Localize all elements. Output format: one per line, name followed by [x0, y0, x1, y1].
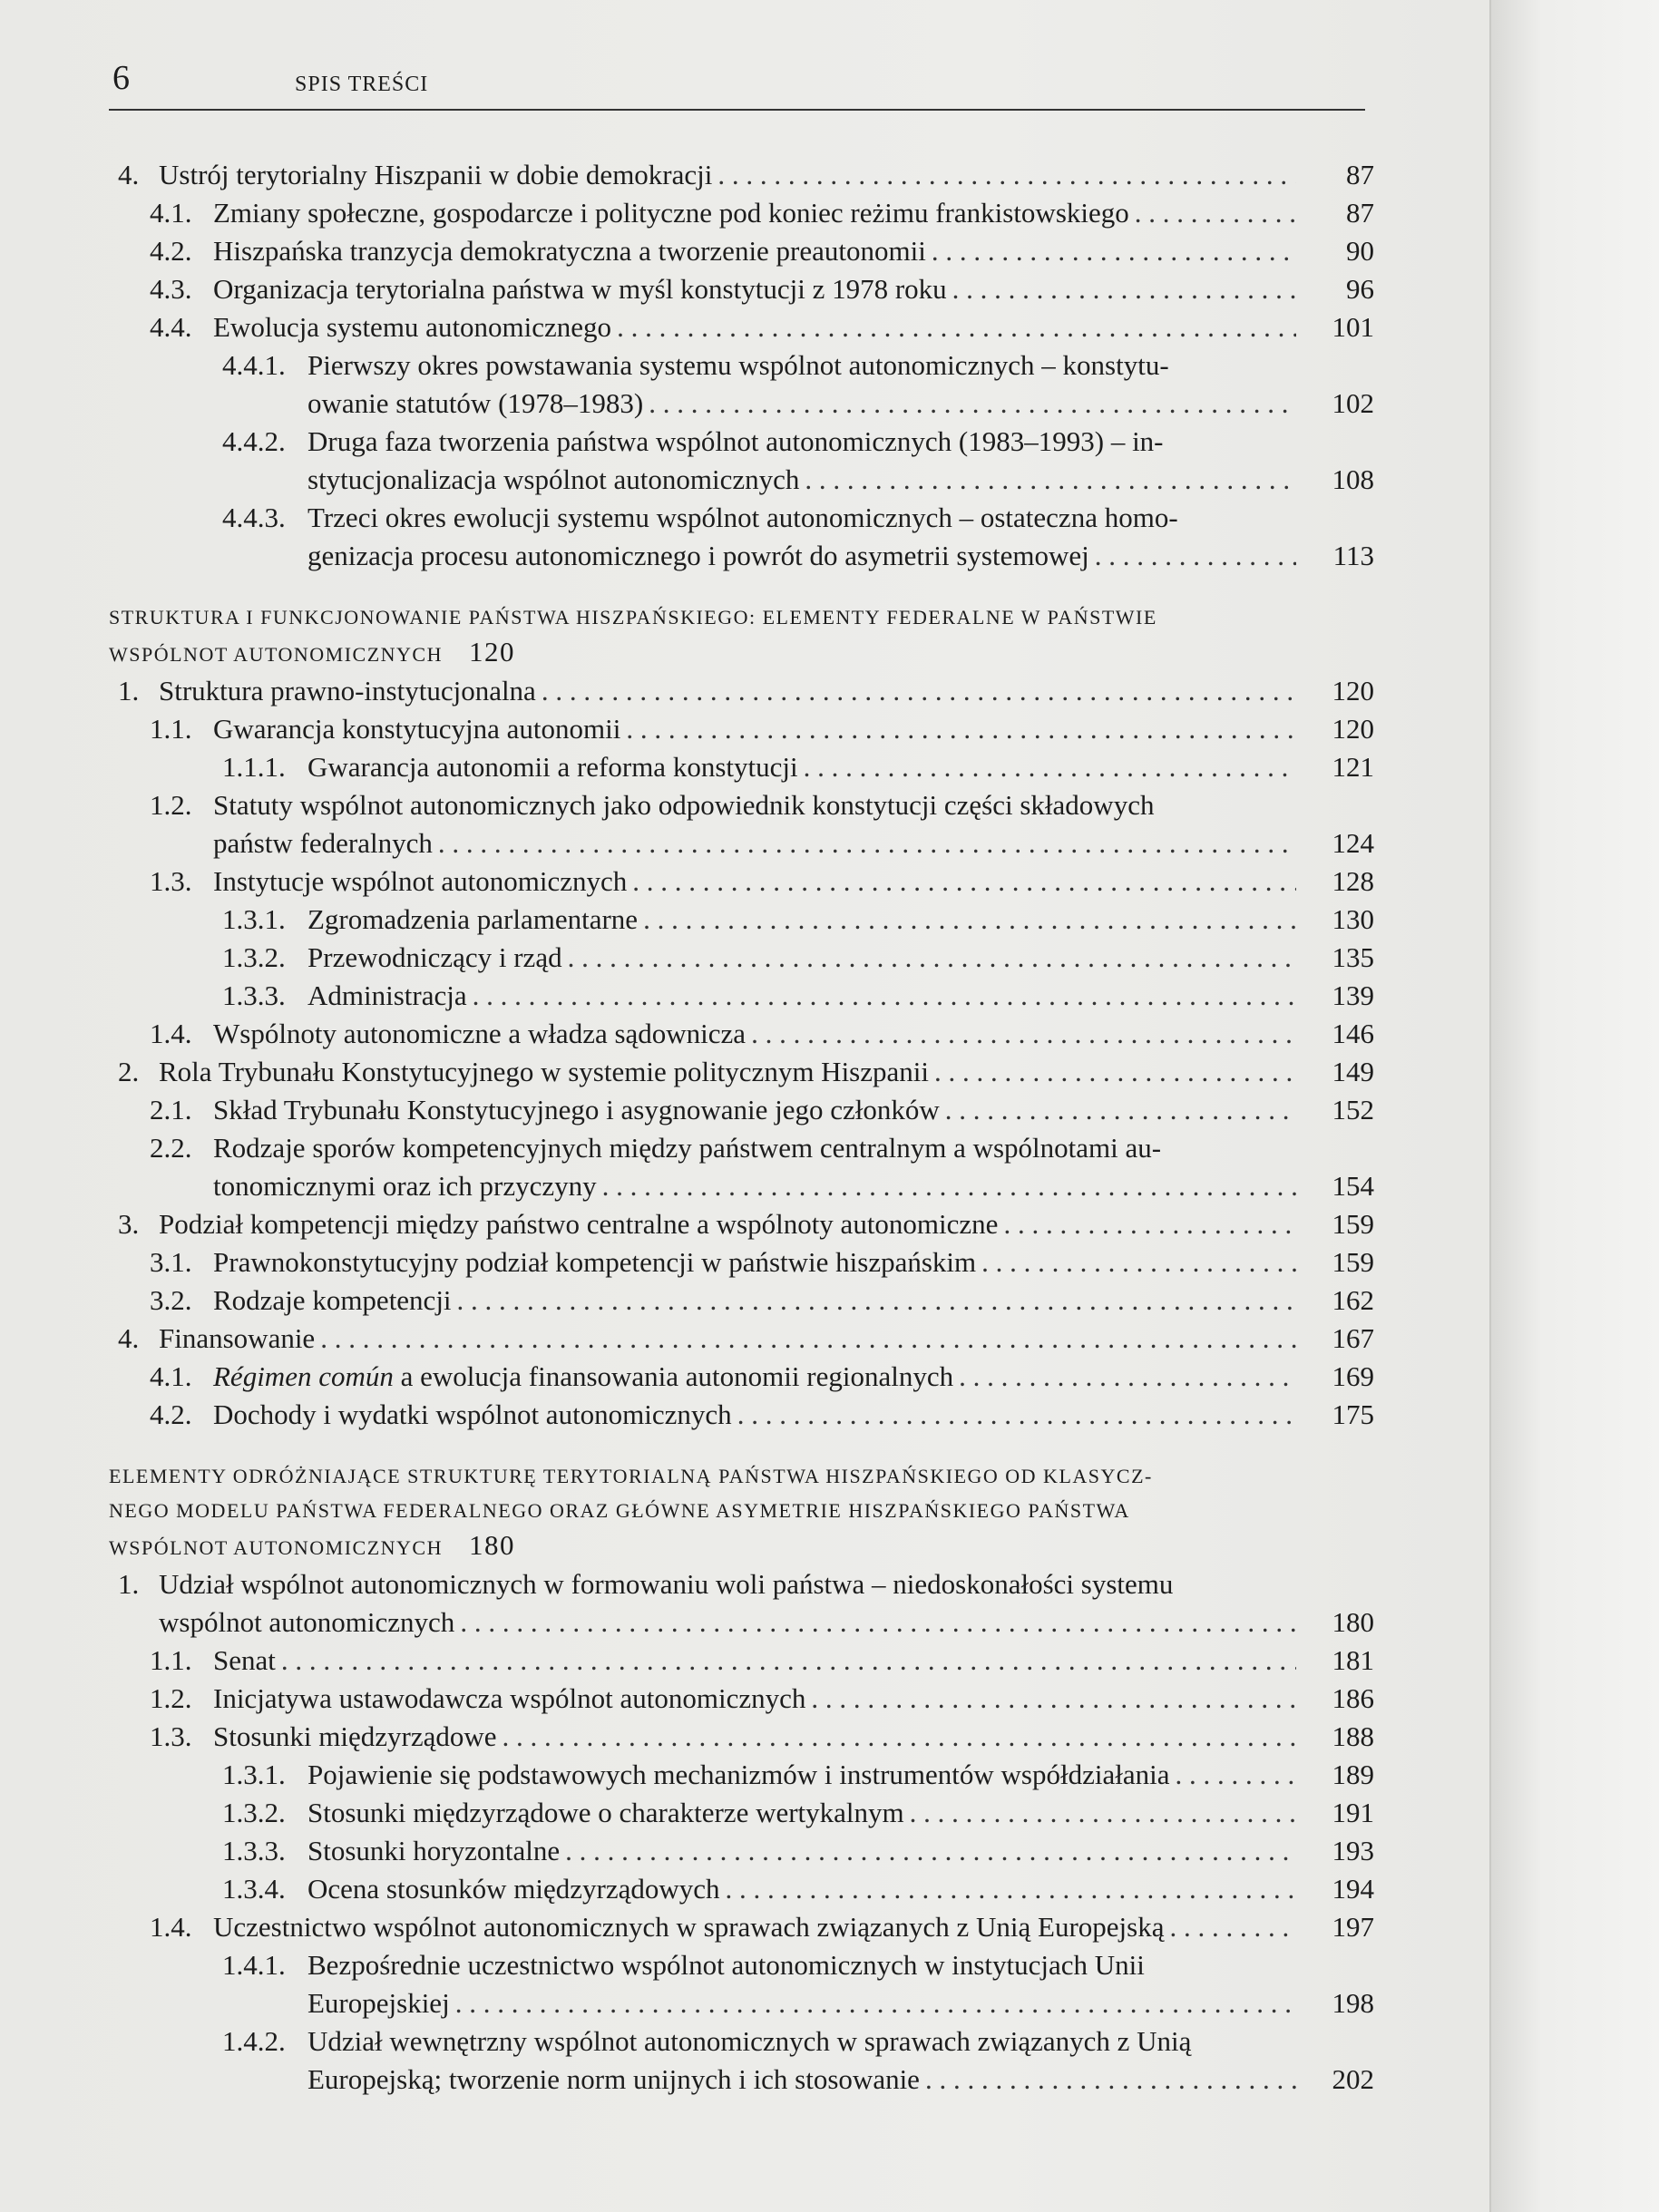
entry-number: 1.	[118, 675, 140, 706]
leader-dots	[952, 270, 1296, 308]
entry-number: 4.2.	[150, 1398, 192, 1430]
section-heading-line: NEGO MODELU PAŃSTWA FEDERALNEGO ORAZ GŁÓWNE ASYMETRIE HISZPAŃSKIEGO PAŃSTWA	[109, 1499, 1130, 1522]
entry-title-line: Bezpośrednie uczestnictwo wspólnot autonomicznych w instytucjach Unii	[307, 1949, 1145, 1981]
entry-title: Rodzaje kompetencji	[213, 1284, 452, 1316]
page-ref: 120	[1332, 675, 1374, 706]
page-ref: 124	[1332, 827, 1374, 859]
leader-dots	[602, 1167, 1296, 1205]
entry-number: 2.	[118, 1056, 140, 1087]
entry-title: Stosunki horyzontalne	[307, 1835, 561, 1866]
entry-number: 1.3.1.	[222, 1759, 286, 1790]
page-ref: 90	[1346, 235, 1374, 267]
page-number: 6	[112, 59, 130, 97]
page-ref: 159	[1332, 1246, 1374, 1278]
leader-dots	[632, 862, 1296, 901]
page-ref: 154	[1332, 1170, 1374, 1202]
entry-title: Podział kompetencji między państwo centralne a wspólnoty autonomiczne	[159, 1208, 999, 1240]
entry-title: Ocena stosunków międzyrządowych	[307, 1873, 720, 1905]
entry-number: 1.1.	[150, 713, 192, 745]
leader-dots	[455, 1984, 1296, 2022]
section-heading-structure	[109, 600, 1374, 672]
entry-number: 1.3.3.	[222, 979, 286, 1011]
entry-title: Stosunki międzyrządowe o charakterze wertykalnym	[307, 1797, 904, 1828]
leader-dots	[726, 1870, 1296, 1908]
entry-number: 3.	[118, 1208, 140, 1240]
section-heading-title: WSPÓLNOT AUTONOMICZNYCH	[109, 1536, 443, 1559]
toc-entry	[109, 862, 1374, 901]
entry-number: 4.1.	[150, 1360, 192, 1392]
entry-number: 4.2.	[150, 235, 192, 267]
page-ref: 175	[1332, 1398, 1374, 1430]
leader-dots	[460, 1603, 1296, 1642]
page-ref: 128	[1332, 865, 1374, 897]
page-ref: 139	[1332, 979, 1374, 1011]
toc-entry	[109, 1794, 1374, 1832]
entry-title: Ustrój terytorialny Hiszpanii w dobie demokracji	[159, 159, 713, 190]
page-header	[109, 54, 1365, 111]
entry-title: tonomicznymi oraz ich przyczyny	[213, 1170, 597, 1202]
page-ref: 146	[1332, 1018, 1374, 1049]
entry-title-line: Trzeci okres ewolucji systemu wspólnot autonomicznych – ostateczna homo-	[307, 502, 1178, 533]
toc-entry	[109, 1946, 1374, 2022]
toc-entry	[109, 1680, 1374, 1718]
entry-number: 4.4.3.	[222, 502, 286, 533]
section-heading-differences	[109, 1459, 1374, 1565]
page-ref: 130	[1332, 903, 1374, 935]
toc-entry	[109, 1908, 1374, 1946]
toc-entry	[109, 977, 1374, 1015]
section-heading-line: STRUKTURA I FUNKCJONOWANIE PAŃSTWA HISZPAŃSKIEGO: ELEMENTY FEDERALNE W PAŃSTWIE	[109, 606, 1157, 629]
leader-dots	[910, 1794, 1296, 1832]
entry-title-rest: a ewolucja finansowania autonomii regionalnych	[393, 1360, 954, 1392]
entry-title: Hiszpańska tranzycja demokratyczna a tworzenie preautonomii	[213, 235, 926, 267]
leader-dots	[503, 1718, 1296, 1756]
leader-dots	[457, 1281, 1296, 1320]
page-ref: 149	[1332, 1056, 1374, 1087]
leader-dots	[626, 710, 1296, 748]
table-of-contents	[109, 156, 1374, 2099]
leader-dots	[945, 1091, 1296, 1129]
entry-number: 1.4.1.	[222, 1949, 286, 1981]
entry-title: Administracja	[307, 979, 467, 1011]
toc-entry	[109, 1281, 1374, 1320]
toc-entry	[109, 2022, 1374, 2099]
toc-entry	[109, 194, 1374, 232]
leader-dots	[1175, 1756, 1296, 1794]
entry-title: Struktura prawno-instytucjonalna	[159, 675, 536, 706]
entry-number: 1.3.4.	[222, 1873, 286, 1905]
toc-part-1	[109, 156, 1374, 575]
page-ref: 180	[468, 1529, 515, 1561]
leader-dots	[811, 1680, 1296, 1718]
entry-title	[213, 1358, 953, 1396]
page-ref: 189	[1332, 1759, 1374, 1790]
page-ref: 102	[1332, 387, 1374, 419]
entry-number: 1.3.	[150, 865, 192, 897]
page-ref: 135	[1332, 941, 1374, 973]
entry-number: 1.2.	[150, 1682, 192, 1714]
page-ref: 186	[1332, 1682, 1374, 1714]
toc-entry	[109, 1718, 1374, 1756]
leader-dots	[932, 232, 1296, 270]
leader-dots	[959, 1358, 1296, 1396]
page-ref: 193	[1332, 1835, 1374, 1866]
entry-title: Europejskiej	[307, 1987, 450, 2019]
entry-number: 1.3.2.	[222, 941, 286, 973]
leader-dots	[925, 2061, 1296, 2099]
entry-number: 1.4.	[150, 1018, 192, 1049]
page-ref: 191	[1332, 1797, 1374, 1828]
leader-dots	[281, 1642, 1296, 1680]
leader-dots	[1003, 1205, 1296, 1243]
toc-entry	[109, 1243, 1374, 1281]
entry-number: 4.4.	[150, 311, 192, 343]
toc-entry	[109, 1091, 1374, 1129]
toc-entry	[109, 672, 1374, 710]
page-ref: 167	[1332, 1322, 1374, 1354]
page-ref: 87	[1346, 197, 1374, 229]
entry-number: 3.2.	[150, 1284, 192, 1316]
leader-dots	[717, 156, 1296, 194]
toc-entry	[109, 270, 1374, 308]
toc-entry	[109, 1129, 1374, 1205]
toc-entry	[109, 1642, 1374, 1680]
toc-entry	[109, 1756, 1374, 1794]
entry-title: Stosunki międzyrządowe	[213, 1720, 497, 1752]
page-ref: 169	[1332, 1360, 1374, 1392]
entry-number: 4.3.	[150, 273, 192, 305]
entry-title: Wspólnoty autonomiczne a władza sądownicza	[213, 1018, 747, 1049]
page-ref: 87	[1346, 159, 1374, 190]
leader-dots	[438, 824, 1296, 862]
leader-dots	[1095, 537, 1296, 575]
page-ref: 180	[1332, 1606, 1374, 1638]
toc-entry	[109, 1565, 1374, 1642]
entry-title-line: Udział wspólnot autonomicznych w formowaniu woli państwa – niedoskonałości systemu	[159, 1568, 1174, 1600]
toc-entry	[109, 499, 1374, 575]
page-ref: 96	[1346, 273, 1374, 305]
toc-part-3	[109, 1565, 1374, 2099]
leader-dots	[1135, 194, 1296, 232]
entry-number: 1.3.1.	[222, 903, 286, 935]
page-ref: 202	[1332, 2063, 1374, 2095]
entry-title-line: Udział wewnętrzny wspólnot autonomicznych w sprawach związanych z Unią	[307, 2025, 1192, 2057]
entry-number: 4.	[118, 159, 140, 190]
page-ref: 121	[1332, 751, 1374, 783]
entry-number: 4.4.1.	[222, 349, 286, 381]
leader-dots	[981, 1243, 1296, 1281]
entry-title: Gwarancja autonomii a reforma konstytucji	[307, 751, 798, 783]
leader-dots	[804, 748, 1296, 786]
toc-entry	[109, 786, 1374, 862]
page-ref: 188	[1332, 1720, 1374, 1752]
page-ref: 198	[1332, 1987, 1374, 2019]
running-head: SPIS TREŚCI	[295, 73, 429, 96]
entry-title-italic: Régimen común	[213, 1360, 394, 1392]
entry-number: 1.4.2.	[222, 2025, 286, 2057]
entry-title-line: Druga faza tworzenia państwa wspólnot autonomicznych (1983–1993) – in-	[307, 425, 1164, 457]
entry-number: 2.2.	[150, 1132, 192, 1164]
entry-number: 1.1.1.	[222, 751, 286, 783]
entry-title: Pojawienie się podstawowych mechanizmów i instrumentów współdziałania	[307, 1759, 1170, 1790]
entry-title: owanie statutów (1978–1983)	[307, 387, 644, 419]
leader-dots	[542, 672, 1296, 710]
toc-entry	[109, 901, 1374, 939]
entry-number: 1.3.3.	[222, 1835, 286, 1866]
toc-entry	[109, 156, 1374, 194]
leader-dots	[934, 1053, 1296, 1091]
toc-entry	[109, 1205, 1374, 1243]
entry-title: Przewodniczący i rząd	[307, 941, 562, 973]
entry-title: Senat	[213, 1644, 276, 1676]
page-ref: 152	[1332, 1094, 1374, 1125]
section-heading-line: ELEMENTY ODRÓŻNIAJĄCE STRUKTURĘ TERYTORIALNĄ PAŃSTWA HISZPAŃSKIEGO OD KLASYCZ-	[109, 1465, 1153, 1487]
toc-entry	[109, 710, 1374, 748]
entry-title: stytucjonalizacja wspólnot autonomicznych	[307, 463, 800, 495]
leader-dots	[649, 385, 1296, 423]
entry-title: Organizacja terytorialna państwa w myśl konstytucji z 1978 roku	[213, 273, 947, 305]
section-heading-title: WSPÓLNOT AUTONOMICZNYCH	[109, 643, 443, 666]
page-ref: 162	[1332, 1284, 1374, 1316]
entry-title: Rola Trybunału Konstytucyjnego w systemie politycznym Hiszpanii	[159, 1056, 929, 1087]
entry-number: 1.2.	[150, 789, 192, 821]
page-ref: 101	[1332, 311, 1374, 343]
entry-title: Inicjatywa ustawodawcza wspólnot autonomicznych	[213, 1682, 806, 1714]
toc-entry	[109, 748, 1374, 786]
entry-title: Zmiany społeczne, gospodarcze i polityczne pod koniec reżimu frankistowskiego	[213, 197, 1129, 229]
page-ref: 197	[1332, 1911, 1374, 1943]
entry-title: Ewolucja systemu autonomicznego	[213, 311, 612, 343]
toc-entry	[109, 1015, 1374, 1053]
page-ref: 194	[1332, 1873, 1374, 1905]
toc-entry	[109, 232, 1374, 270]
entry-title: genizacja procesu autonomicznego i powrót do asymetrii systemowej	[307, 540, 1089, 571]
toc-entry	[109, 1832, 1374, 1870]
entry-number: 3.1.	[150, 1246, 192, 1278]
leader-dots	[643, 901, 1296, 939]
leader-dots	[737, 1396, 1296, 1434]
leader-dots	[751, 1015, 1296, 1053]
page-ref: 181	[1332, 1644, 1374, 1676]
toc-entry	[109, 1870, 1374, 1908]
entry-number: 4.1.	[150, 197, 192, 229]
page-ref: 120	[1332, 713, 1374, 745]
page-ref: 108	[1332, 463, 1374, 495]
leader-dots	[1169, 1908, 1296, 1946]
leader-dots	[320, 1320, 1296, 1358]
leader-dots	[568, 939, 1296, 977]
entry-title: Gwarancja konstytucyjna autonomii	[213, 713, 621, 745]
entry-title: Europejską; tworzenie norm unijnych i ich stosowanie	[307, 2063, 920, 2095]
entry-title: Instytucje wspólnot autonomicznych	[213, 865, 628, 897]
entry-title: Finansowanie	[159, 1322, 316, 1354]
entry-number: 4.4.2.	[222, 425, 286, 457]
toc-entry	[109, 1320, 1374, 1358]
entry-title: wspólnot autonomicznych	[159, 1606, 455, 1638]
entry-title: Prawnokonstytucyjny podział kompetencji w państwie hiszpańskim	[213, 1246, 977, 1278]
toc-entry	[109, 346, 1374, 423]
toc-part-2	[109, 672, 1374, 1434]
entry-title: Dochody i wydatki wspólnot autonomicznych	[213, 1398, 732, 1430]
entry-title: Zgromadzenia parlamentarne	[307, 903, 639, 935]
entry-title: Skład Trybunału Konstytucyjnego i asygnowanie jego członków	[213, 1094, 940, 1125]
page-ref: 159	[1332, 1208, 1374, 1240]
entry-number: 1.1.	[150, 1644, 192, 1676]
entry-number: 4.	[118, 1322, 140, 1354]
entry-title-line: Pierwszy okres powstawania systemu wspólnot autonomicznych – konstytu-	[307, 349, 1169, 381]
entry-number: 1.3.2.	[222, 1797, 286, 1828]
page-ref: 113	[1332, 540, 1374, 571]
leader-dots	[617, 308, 1296, 346]
leader-dots	[805, 461, 1296, 499]
entry-title-line: Statuty wspólnot autonomicznych jako odpowiednik konstytucji części składowych	[213, 789, 1155, 821]
toc-entry	[109, 423, 1374, 499]
leader-dots	[473, 977, 1296, 1015]
toc-entry	[109, 308, 1374, 346]
entry-title-line: Rodzaje sporów kompetencyjnych między państwem centralnym a wspólnotami au-	[213, 1132, 1162, 1164]
toc-entry	[109, 1053, 1374, 1091]
leader-dots	[565, 1832, 1296, 1870]
entry-number: 1.	[118, 1568, 140, 1600]
toc-entry	[109, 1358, 1374, 1396]
page-ref: 120	[468, 636, 515, 667]
entry-number: 1.4.	[150, 1911, 192, 1943]
facing-page-edge	[1489, 0, 1659, 2212]
entry-title: państw federalnych	[213, 827, 433, 859]
entry-title: Uczestnictwo wspólnot autonomicznych w sprawach związanych z Unią Europejską	[213, 1911, 1165, 1943]
toc-entry	[109, 1396, 1374, 1434]
entry-number: 2.1.	[150, 1094, 192, 1125]
entry-number: 1.3.	[150, 1720, 192, 1752]
toc-entry	[109, 939, 1374, 977]
